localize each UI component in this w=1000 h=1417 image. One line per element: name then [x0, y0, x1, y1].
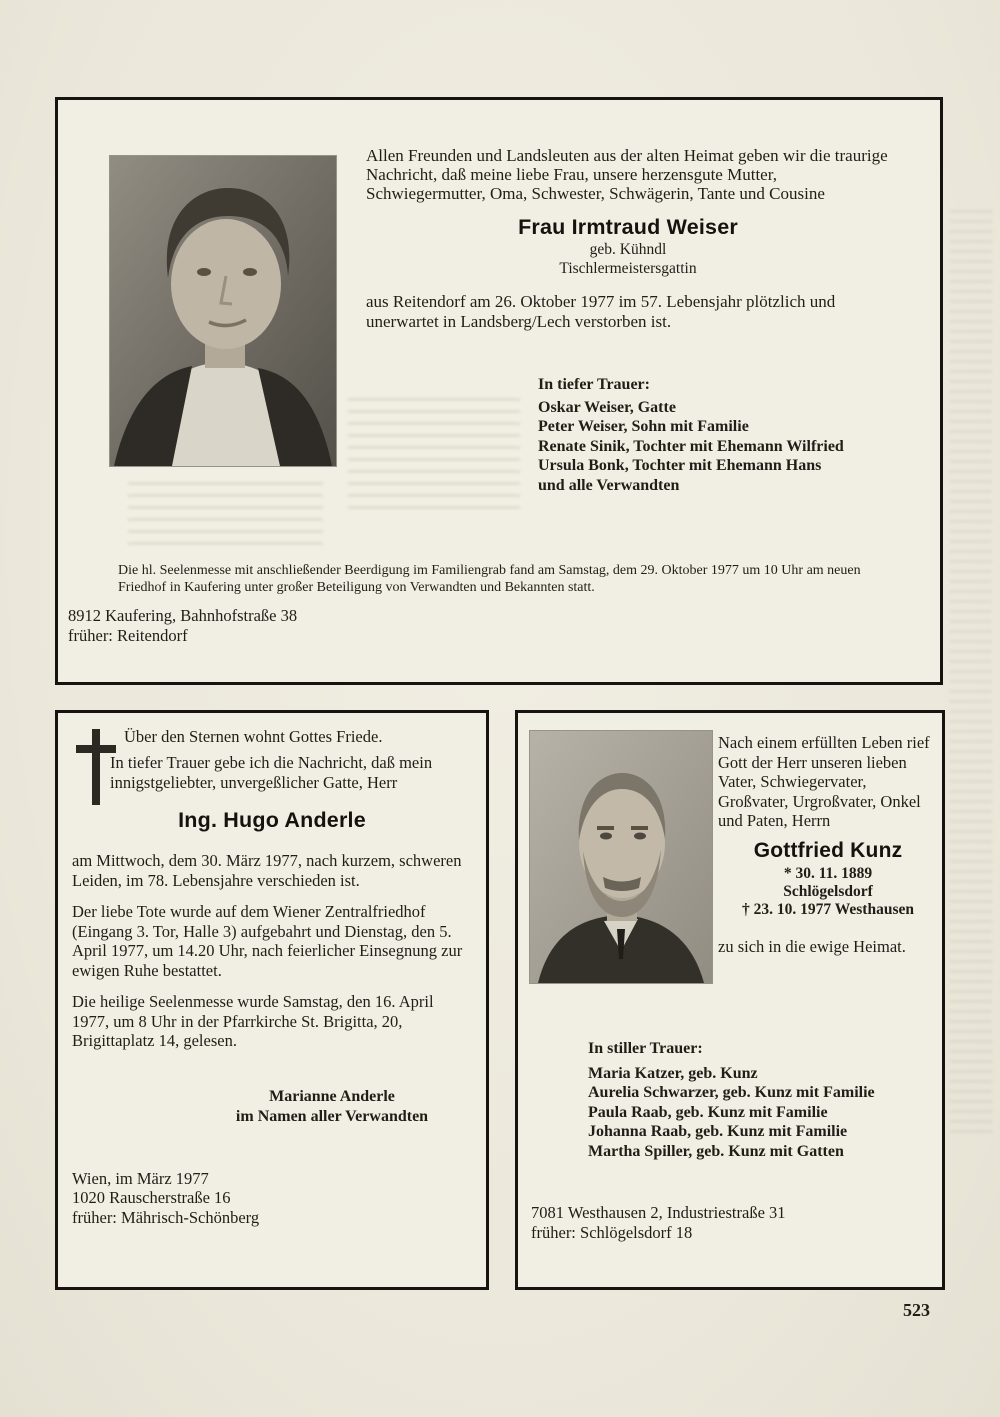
- kunz-dates-block: [718, 865, 938, 919]
- kunz-birth-date: * 30. 11. 1889: [783, 864, 873, 882]
- address-line: früher: Reitendorf: [68, 625, 188, 645]
- page-number: 523: [903, 1300, 930, 1320]
- portrait-woman-illustration: [110, 156, 336, 466]
- kunz-birth-place: Schlögelsdorf: [783, 882, 873, 900]
- address-line: früher: Schlögelsdorf 18: [531, 1222, 693, 1242]
- kunz-text-column: [718, 733, 938, 956]
- weiser-mourning-block: [366, 375, 890, 495]
- weiser-death-info: aus Reitendorf am 26. Oktober 1977 im 57. Lebensjahr plötzlich und unerwartet in Landsberg/Lech verstorben ist.: [366, 292, 836, 331]
- anderle-mass-info: Die heilige Seelenmesse wurde Samstag, den 16. April 1977, um 8 Uhr in der Pfarrkirche St. Brigitta, 20, Brigittaplatz 14, gelesen.: [72, 992, 434, 1050]
- kunz-address-block: [531, 1203, 786, 1242]
- portrait-photo-irmtraud-weiser: [110, 156, 336, 466]
- mourner-line: Paula Raab, geb. Kunz mit Familie: [588, 1103, 828, 1121]
- mourner-line: Aurelia Schwarzer, geb. Kunz mit Familie: [588, 1084, 875, 1101]
- mourner-line: Johanna Raab, geb. Kunz mit Familie: [588, 1123, 848, 1140]
- address-line: früher: Mährisch-Schönberg: [72, 1207, 260, 1227]
- anderle-deceased-name: Ing. Hugo Anderle: [178, 808, 366, 832]
- weiser-address-block: [68, 606, 297, 645]
- anderle-address-block: [72, 1169, 472, 1228]
- kunz-mourning-block: [588, 1039, 875, 1161]
- address-line: 1020 Rauscherstraße 16: [72, 1188, 231, 1207]
- weiser-maiden-name: geb. Kühndl: [589, 241, 667, 258]
- print-bleed-artifact: [950, 210, 992, 1140]
- anderle-death-info: am Mittwoch, dem 30. März 1977, nach kurzem, schweren Leiden, im 78. Lebensjahre verschieden ist.: [72, 851, 462, 890]
- portrait-photo-gottfried-kunz: [530, 731, 712, 983]
- anderle-header-block: [72, 727, 472, 792]
- address-line: 8912 Kaufering, Bahnhofstraße 38: [68, 606, 298, 625]
- obituary-notice-weiser: [55, 97, 943, 685]
- mourner-line: Peter Weiser, Sohn mit Familie: [538, 418, 749, 435]
- obituary-notice-anderle: [55, 710, 489, 1290]
- kunz-intro-text: Nach einem erfüllten Leben rief Gott der Herr unseren lieben Vater, Schwiegervater, Großvater, Urgroßvater, Onkel und Paten, Herrn: [718, 733, 930, 830]
- signature-note: im Namen aller Verwandten: [235, 1107, 429, 1125]
- weiser-funeral-note: Die hl. Seelenmesse mit anschließender Beerdigung im Familiengrab fand am Samstag, dem 29. Oktober 1977 um 10 Uhr am neuen Friedhof in Kaufering unter großer Beteiligung von Verwandten und Bekannten statt.: [118, 563, 861, 595]
- mourner-line: Martha Spiller, geb. Kunz mit Gatten: [588, 1142, 844, 1160]
- weiser-intro-text: Allen Freunden und Landsleuten aus der alten Heimat geben wir die traurige Nachricht, daß meine liebe Frau, unsere herzensgute Mutter, Schwiegermutter, Oma, Schwester, Schwägerin, Tante und Cousine: [366, 146, 888, 203]
- address-line: Wien, im März 1977: [72, 1168, 209, 1188]
- kunz-deceased-name: Gottfried Kunz: [753, 838, 903, 862]
- anderle-motto: Über den Sternen wohnt Gottes Friede.: [124, 727, 383, 746]
- anderle-burial-info: Der liebe Tote wurde auf dem Wiener Zentralfriedhof (Eingang 3. Tor, Halle 3) aufgebahrt und Dienstag, den 5. April 1977, um 14.20 Uhr, nach feierlicher Einsegnung zur ewigen Ruhe bestattet.: [72, 902, 463, 980]
- address-line: 7081 Westhausen 2, Industriestraße 31: [531, 1203, 786, 1222]
- kunz-outro-text: zu sich in die ewige Heimat.: [718, 936, 906, 956]
- mourner-line: und alle Verwandten: [538, 476, 680, 494]
- weiser-text-column: [366, 146, 890, 495]
- signature-name: Marianne Anderle: [269, 1087, 395, 1105]
- kunz-death-date: † 23. 10. 1977 Westhausen: [742, 900, 914, 918]
- anderle-intro-text: In tiefer Trauer gebe ich die Nachricht, daß mein innigstgeliebter, unvergeßlicher Gatte, Herr: [110, 753, 433, 792]
- obituary-notice-kunz: [515, 710, 945, 1290]
- mourner-line: Ursula Bonk, Tochter mit Ehemann Hans: [538, 457, 822, 474]
- mourner-line: Renate Sinik, Tochter mit Ehemann Wilfried: [538, 437, 844, 455]
- latin-cross-icon: [74, 727, 118, 807]
- weiser-mourning-header: In tiefer Trauer:: [538, 376, 650, 393]
- mourner-line: Maria Katzer, geb. Kunz: [588, 1064, 758, 1082]
- mourner-line: Oskar Weiser, Gatte: [538, 398, 676, 416]
- weiser-occupation: Tischlermeistersgattin: [559, 260, 697, 277]
- weiser-deceased-name: Frau Irmtraud Weiser: [518, 215, 738, 239]
- kunz-mourning-header: In stiller Trauer:: [588, 1040, 703, 1057]
- anderle-signature-block: [72, 1087, 472, 1127]
- portrait-man-illustration: [530, 731, 712, 983]
